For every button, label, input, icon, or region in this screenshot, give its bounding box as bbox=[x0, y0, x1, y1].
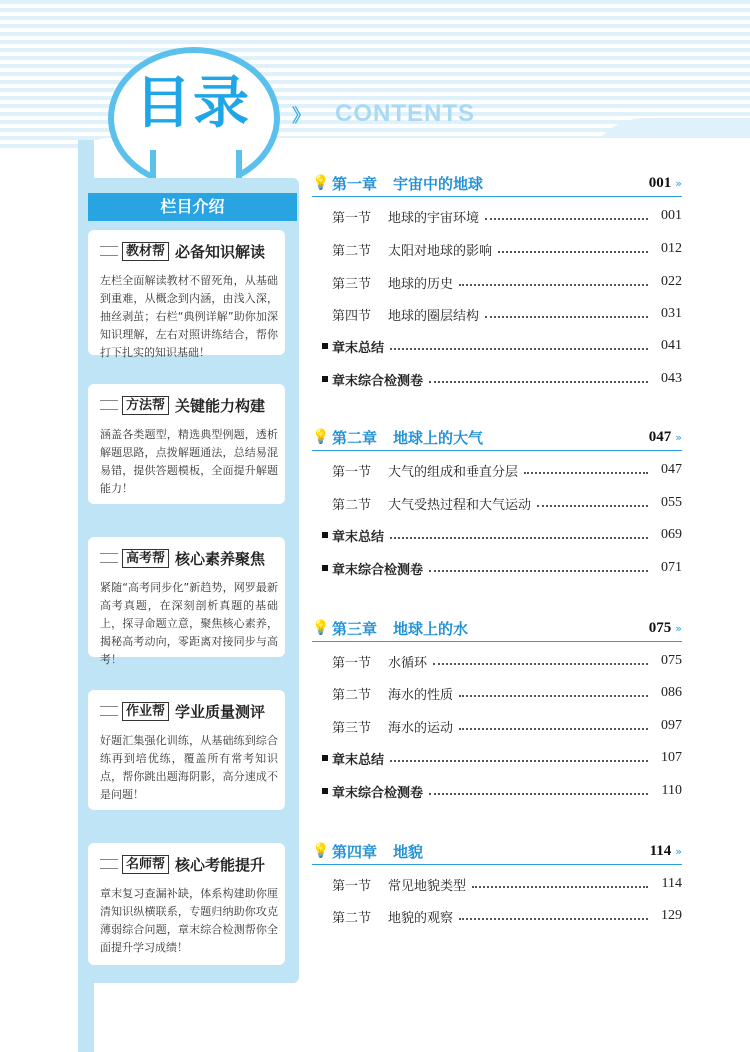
toc-section[interactable]: 第四节 地球的圈层结构 031 bbox=[332, 306, 682, 324]
toc-section[interactable]: 第二节 海水的性质 086 bbox=[332, 685, 682, 703]
card-text: 紧随“高考同步化”新趋势，网罗最新高考真题，在深刻剖析真题的基础上，探寻命题立意，聚焦核心素养，揭秘高考动向，零距离对接同步与高考！ bbox=[100, 581, 278, 666]
chevron-icon: » bbox=[675, 844, 682, 858]
card-badge: 作业帮 bbox=[122, 702, 169, 721]
card-badge: 方法帮 bbox=[122, 396, 169, 415]
sidebar-card bbox=[88, 690, 285, 810]
toc-section[interactable]: 第一节 地球的宇宙环境 001 bbox=[332, 208, 682, 226]
chapter-title: 地貌 bbox=[393, 842, 424, 861]
card-text: 好题汇集强化训练，从基础练到综合练再到培优练，覆盖所有常考知识点，帮你跳出题海阴影，高分速成不是问题！ bbox=[100, 734, 278, 801]
sidebar-card bbox=[88, 384, 285, 504]
toc-summary[interactable]: 章末总结 041 bbox=[322, 336, 682, 356]
toc-chapter[interactable] bbox=[312, 170, 682, 389]
sidebar-card bbox=[88, 537, 285, 666]
sidebar-heading: 栏目介绍 bbox=[88, 193, 297, 221]
page-subtitle: CONTENTS bbox=[335, 100, 475, 127]
card-subtitle: 核心素养聚焦 bbox=[175, 549, 266, 568]
chevron-icon: » bbox=[675, 621, 682, 635]
dash-decoration bbox=[100, 553, 118, 563]
toc-section[interactable]: 第三节 地球的历史 022 bbox=[332, 274, 682, 292]
card-subtitle: 学业质量测评 bbox=[175, 702, 266, 721]
toc-chapter[interactable] bbox=[312, 615, 682, 801]
chapter-title: 地球上的水 bbox=[393, 619, 469, 638]
chapter-label: 第一章 bbox=[332, 174, 378, 193]
toc-section[interactable]: 第二节 大气受热过程和大气运动 055 bbox=[332, 495, 682, 513]
toc-chapter[interactable] bbox=[312, 424, 682, 578]
chapter-page: 114 bbox=[649, 842, 672, 859]
dash-decoration bbox=[100, 400, 118, 410]
lightbulb-icon: 💡 bbox=[312, 843, 330, 859]
card-text: 左栏全面解读教材不留死角，从基础到重难，从概念到内涵，由浅入深，抽丝剥茧；右栏“典例详解”助你加深知识理解，左右对照讲练结合，帮你打下扎实的知识基础！ bbox=[100, 274, 278, 359]
card-subtitle: 关键能力构建 bbox=[175, 396, 266, 415]
toc-test[interactable]: 章末综合检测卷 071 bbox=[322, 558, 682, 578]
square-bullet-icon bbox=[322, 343, 328, 349]
square-bullet-icon bbox=[322, 532, 328, 538]
chevron-icon: » bbox=[675, 176, 682, 190]
toc-summary[interactable]: 章末总结 107 bbox=[322, 748, 682, 768]
toc-section[interactable]: 第二节 地貌的观察 129 bbox=[332, 908, 682, 926]
toc-test[interactable]: 章末综合检测卷 110 bbox=[322, 781, 682, 801]
chapter-label: 第二章 bbox=[332, 428, 378, 447]
lightbulb-icon: 💡 bbox=[312, 175, 330, 191]
card-text: 章末复习查漏补缺，体系构建助你厘清知识纵横联系，专题归纳助你攻克薄弱综合问题，章末综合检测帮你全面提升学习成绩！ bbox=[100, 887, 278, 954]
card-badge: 名师帮 bbox=[122, 855, 169, 874]
chapter-label: 第三章 bbox=[332, 619, 378, 638]
lightbulb-icon: 💡 bbox=[312, 429, 330, 445]
sidebar-card bbox=[88, 843, 285, 965]
card-badge: 高考帮 bbox=[122, 549, 169, 568]
toc-section[interactable]: 第三节 海水的运动 097 bbox=[332, 718, 682, 736]
square-bullet-icon bbox=[322, 755, 328, 761]
square-bullet-icon bbox=[322, 565, 328, 571]
card-badge: 教材帮 bbox=[122, 242, 169, 261]
chapter-label: 第四章 bbox=[332, 842, 378, 861]
chapter-page: 001 bbox=[648, 174, 672, 191]
toc-section[interactable]: 第二节 太阳对地球的影响 012 bbox=[332, 241, 682, 259]
dash-decoration bbox=[100, 246, 118, 256]
chapter-title: 宇宙中的地球 bbox=[393, 174, 484, 193]
card-subtitle: 核心考能提升 bbox=[175, 855, 266, 874]
toc-chapter[interactable] bbox=[312, 838, 682, 926]
square-bullet-icon bbox=[322, 376, 328, 382]
card-text: 涵盖各类题型，精选典型例题，透析解题思路，点拨解题通法，总结易混易错，提供答题模板，全面提升解题能力！ bbox=[100, 428, 278, 495]
dash-decoration bbox=[100, 706, 118, 716]
toc-test[interactable]: 章末综合检测卷 043 bbox=[322, 369, 682, 389]
chapter-page: 075 bbox=[648, 619, 672, 636]
lightbulb-icon: 💡 bbox=[312, 620, 330, 636]
dash-decoration bbox=[100, 859, 118, 869]
chapter-page: 047 bbox=[648, 428, 672, 445]
page-title: 目录 bbox=[135, 71, 251, 136]
double-arrow-icon: 》 bbox=[292, 106, 308, 127]
square-bullet-icon bbox=[322, 788, 328, 794]
sidebar-card bbox=[88, 230, 285, 359]
toc-section[interactable]: 第一节 常见地貌类型 114 bbox=[332, 876, 682, 894]
toc-section[interactable]: 第一节 水循环 075 bbox=[332, 653, 682, 671]
toc-summary[interactable]: 章末总结 069 bbox=[322, 525, 682, 545]
chapter-title: 地球上的大气 bbox=[393, 428, 484, 447]
toc-section[interactable]: 第一节 大气的组成和垂直分层 047 bbox=[332, 462, 682, 480]
chevron-icon: » bbox=[675, 430, 682, 444]
card-subtitle: 必备知识解读 bbox=[175, 242, 266, 261]
